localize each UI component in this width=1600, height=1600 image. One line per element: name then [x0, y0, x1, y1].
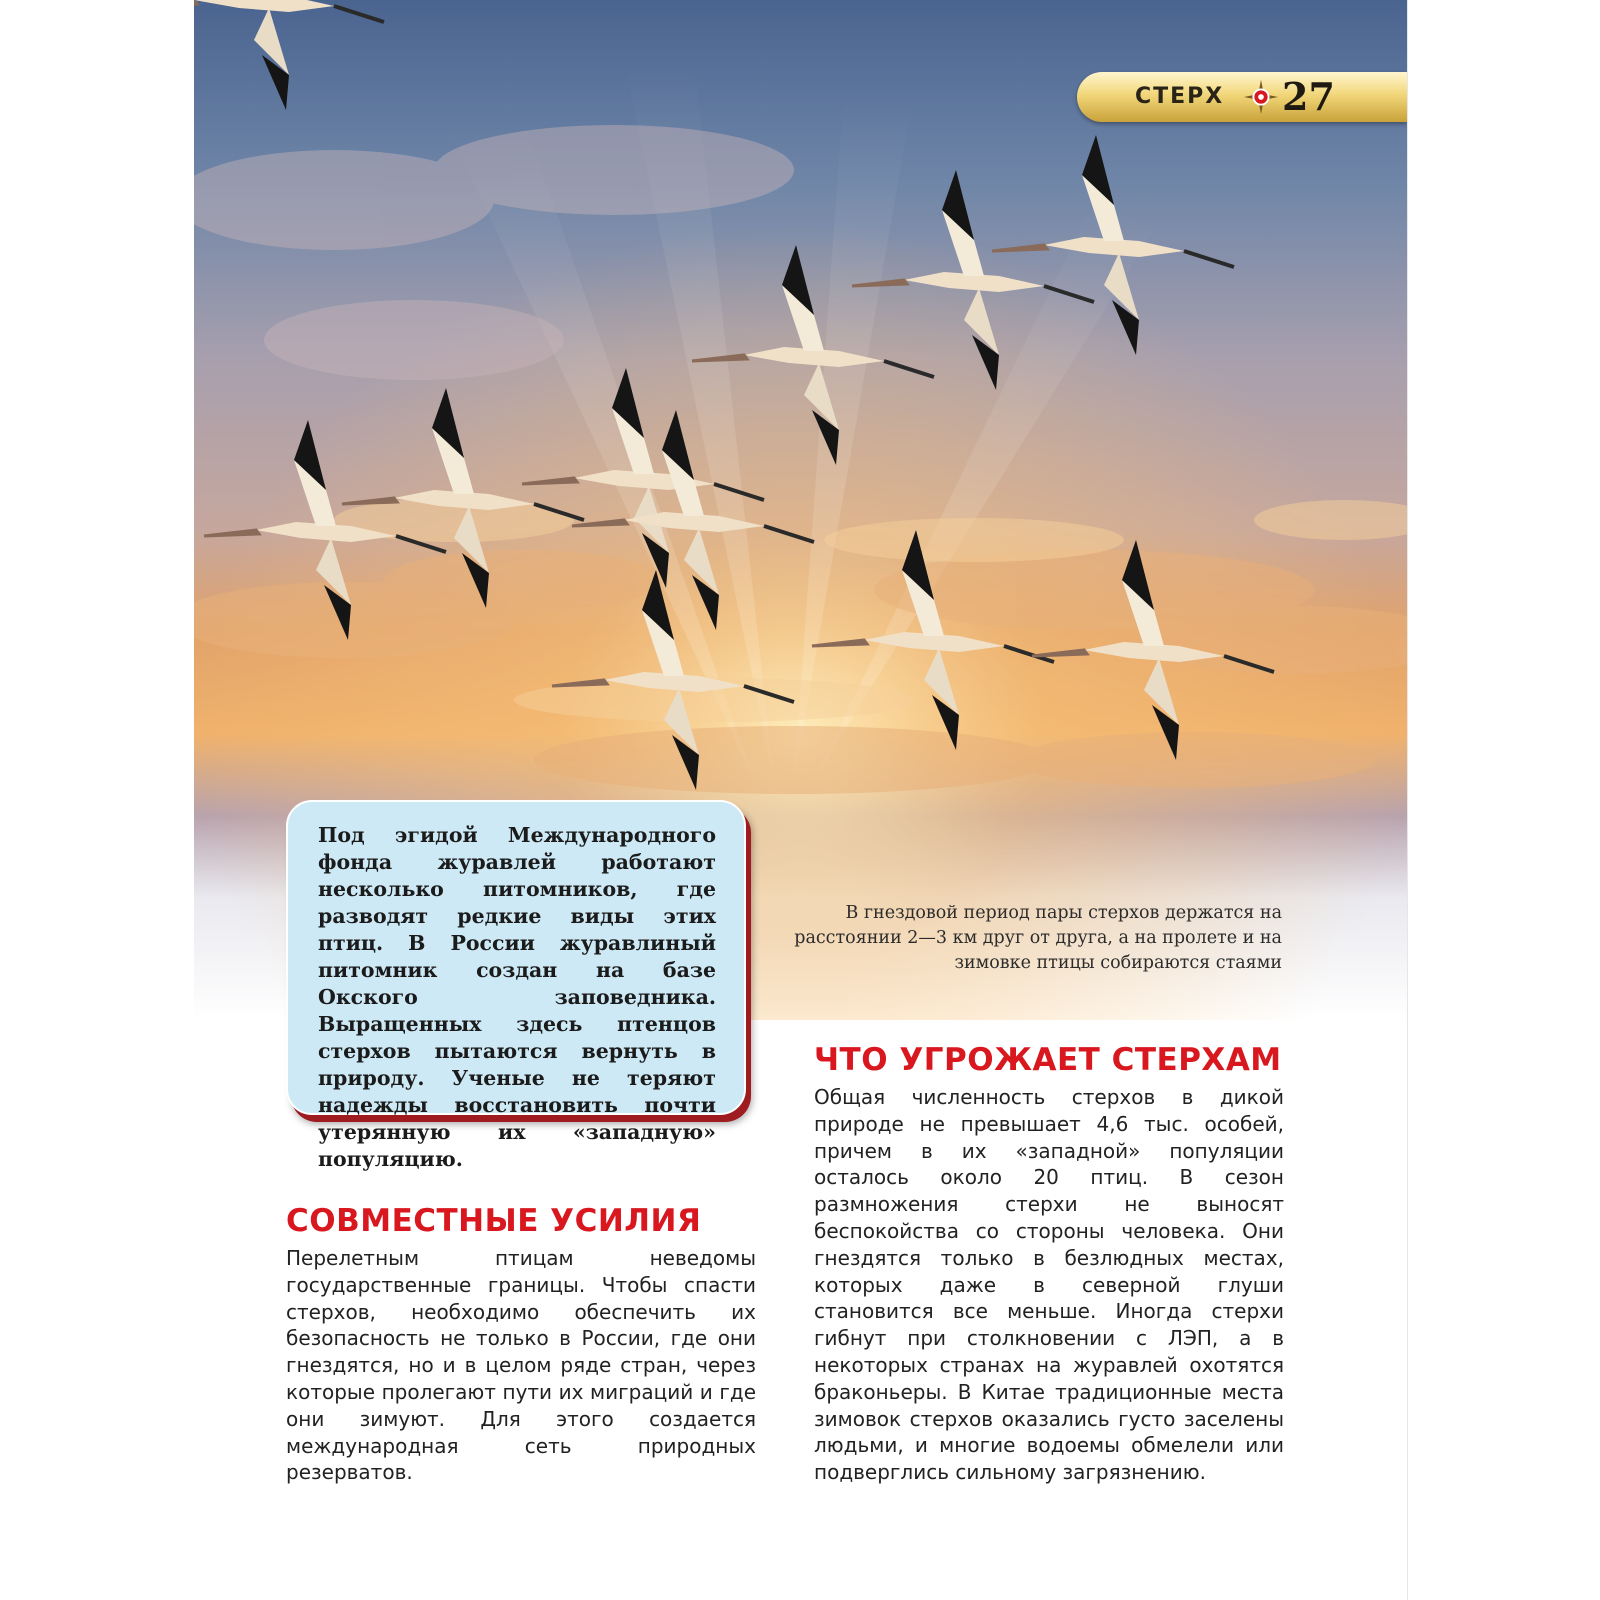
section-heading-joint-efforts: СОВМЕСТНЫЕ УСИЛИЯ — [286, 1203, 702, 1239]
photo-caption: В гнездовой период пары стерхов держатся на расстоянии 2—3 км друг от друга, а на пролете и на зимовке птицы собираются стаями — [794, 903, 1282, 973]
section-text-threats: Общая численность стерхов в дикой природе не превышает 4,6 тыс. особей, причем в их «западной» популяции осталось около 20 птиц. В сезон размножения стерхи не выносят беспокойства со стороны человека. Они гнездятся только в безлюдных местах, которых даже в северной глуши становится все меньше. Иногда стерхи гибнут при столкновении с ЛЭП, а в некоторых странах на журавлей охотятся браконьеры. В Китае традиционные места зимовок стерхов оказались густо заселены людьми, и многие водоемы обмелели или подверглись сильному загрязнению. — [814, 1085, 1284, 1485]
chapter-header-tab — [1077, 72, 1407, 122]
page-number: 27 — [1282, 74, 1335, 119]
chapter-name: СТЕРХ — [1135, 84, 1225, 109]
section-heading-threats: ЧТО УГРОЖАЕТ СТЕРХАМ — [814, 1042, 1282, 1078]
section-text-joint-efforts: Перелетным птицам неведомы государственные границы. Чтобы спасти стерхов, необходимо обеспечить их безопасность не только в России, где они гнездятся, но и в целом ряде стран, через которые пролегают пути их миграций и где они зимуют. Для этого создается международная сеть природных резерватов. — [286, 1246, 756, 1485]
compass-rose-icon — [1242, 78, 1280, 116]
info-box-text: Под эгидой Международного фонда журавлей работают несколько питомников, где разводят редкие виды этих птиц. В России журавлиный питомник создан на базе Окского заповедника. Выращенных здесь птенцов стерхов пытаются вернуть в природу. Ученые не теряют надежды восстановить почти утерянную их «западную» популяцию. — [318, 823, 716, 1171]
info-box — [286, 800, 746, 1171]
book-page — [194, 0, 1408, 1600]
